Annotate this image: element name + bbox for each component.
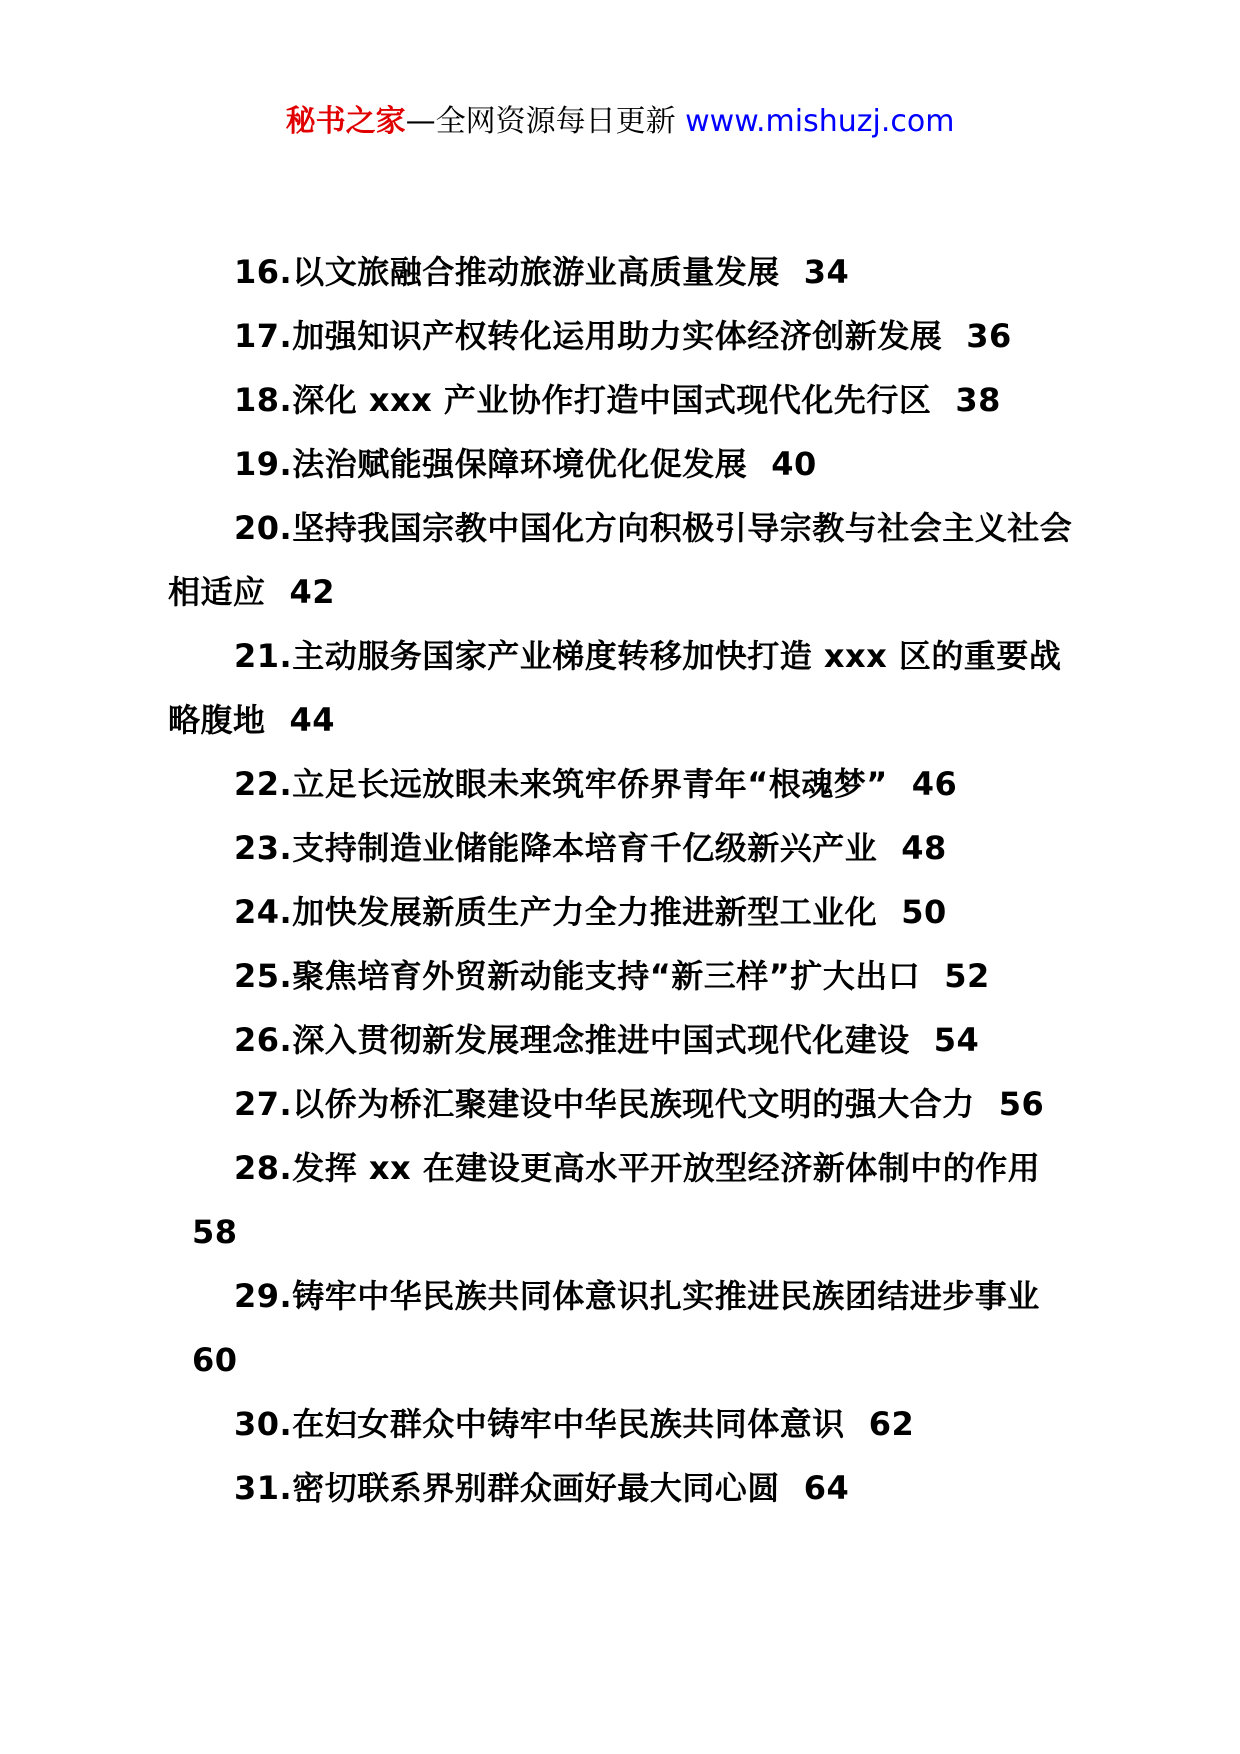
- toc-entry-title: 27.以侨为桥汇聚建设中华民族现代文明的强大合力: [234, 1085, 975, 1123]
- header-tagline: —全网资源每日更新: [405, 104, 686, 139]
- toc-entry-title: 20.坚持我国宗教中国化方向积极引导宗教与社会主义社会相适应: [168, 509, 1073, 611]
- toc-entry: [168, 752, 1088, 816]
- toc-entry-page: 46: [911, 765, 958, 803]
- toc-entry-title: 22.立足长远放眼未来筑牢侨界青年“根魂梦”: [234, 765, 888, 803]
- toc-entry-page: 60: [192, 1341, 238, 1379]
- toc-entry-title: 18.深化 xxx 产业协作打造中国式现代化先行区: [234, 381, 932, 419]
- toc-entry: [168, 432, 1088, 496]
- toc-entry-title: 31.密切联系界别群众画好最大同心圆: [234, 1469, 780, 1507]
- toc-entry-page: 42: [289, 573, 336, 611]
- toc-entry-title: 21.主动服务国家产业梯度转移加快打造 xxx 区的重要战略腹地: [168, 637, 1062, 739]
- toc-entry: [168, 1008, 1088, 1072]
- toc-entry-page: 58: [192, 1213, 238, 1251]
- toc-entry-page: 48: [901, 829, 947, 867]
- document-header: [0, 100, 1240, 144]
- toc-entry: [168, 880, 1088, 944]
- toc-entry-title: 17.加强知识产权转化运用助力实体经济创新发展: [234, 317, 943, 355]
- toc-entry-title: 30.在妇女群众中铸牢中华民族共同体意识: [234, 1405, 845, 1443]
- toc-entry-page: 62: [868, 1405, 915, 1443]
- brand-name: 秘书之家: [285, 104, 406, 139]
- website-url: www.mishuzj.com: [685, 104, 955, 139]
- toc-entry: [168, 240, 1088, 304]
- toc-entry-page: 56: [998, 1085, 1045, 1123]
- toc-entry: [168, 1264, 1088, 1392]
- toc-entry: [168, 368, 1088, 432]
- toc-entry: [168, 944, 1088, 1008]
- toc-entry-page: 54: [933, 1021, 980, 1059]
- toc-entry-page: 52: [944, 957, 990, 995]
- toc-entry-title: 19.法治赋能强保障环境优化促发展: [234, 445, 748, 483]
- toc-entry-page: 44: [289, 701, 336, 739]
- toc-entry: [168, 816, 1088, 880]
- toc-entry: [168, 1136, 1088, 1264]
- toc-entry: [168, 1072, 1088, 1136]
- table-of-contents: [168, 240, 1088, 1520]
- toc-entry: [168, 624, 1088, 752]
- toc-entry: [168, 1392, 1088, 1456]
- toc-entry-title: 26.深入贯彻新发展理念推进中国式现代化建设: [234, 1021, 910, 1059]
- toc-entry-page: 38: [955, 381, 1001, 419]
- toc-entry-title: 24.加快发展新质生产力全力推进新型工业化: [234, 893, 878, 931]
- toc-entry-title: 16.以文旅融合推动旅游业高质量发展: [234, 253, 780, 291]
- toc-entry-title: 25.聚焦培育外贸新动能支持“新三样”扩大出口: [234, 957, 921, 995]
- toc-entry-page: 50: [901, 893, 947, 931]
- toc-entry-page: 40: [771, 445, 817, 483]
- toc-entry-page: 34: [803, 253, 850, 291]
- toc-entry: [168, 496, 1088, 624]
- toc-entry: [168, 304, 1088, 368]
- toc-entry-title: 28.发挥 xx 在建设更高水平开放型经济新体制中的作用: [234, 1149, 1041, 1187]
- toc-entry-page: 36: [966, 317, 1012, 355]
- toc-entry-page: 64: [803, 1469, 850, 1507]
- toc-entry-title: 29.铸牢中华民族共同体意识扎实推进民族团结进步事业: [234, 1277, 1040, 1315]
- toc-entry-title: 23.支持制造业储能降本培育千亿级新兴产业: [234, 829, 878, 867]
- toc-entry: [168, 1456, 1088, 1520]
